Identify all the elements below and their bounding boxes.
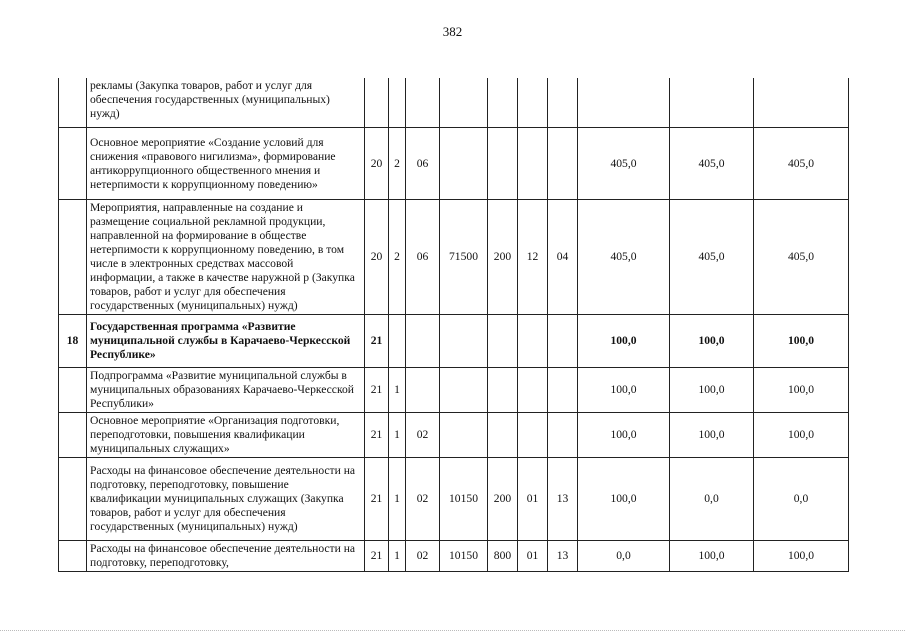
amount-year-3: 405,0 [754, 128, 849, 200]
code-measure [406, 78, 440, 128]
table-row [59, 458, 849, 541]
code-direction [440, 78, 488, 128]
code-expense-type [488, 315, 518, 368]
code-measure: 02 [406, 413, 440, 458]
amount-year-2: 100,0 [670, 541, 754, 572]
code-subsection: 13 [548, 541, 578, 572]
code-section [518, 128, 548, 200]
item-name: Расходы на финансовое обеспечение деятельности на подготовку, переподготовку, [87, 541, 365, 572]
code-section [518, 78, 548, 128]
row-number [59, 78, 87, 128]
amount-year-3: 100,0 [754, 368, 849, 413]
amount-year-3: 100,0 [754, 541, 849, 572]
amount-year-2: 100,0 [670, 315, 754, 368]
code-subprogram [389, 78, 406, 128]
amount-year-1: 100,0 [578, 458, 670, 541]
code-direction [440, 368, 488, 413]
code-expense-type [488, 413, 518, 458]
amount-year-3: 100,0 [754, 315, 849, 368]
code-measure: 02 [406, 458, 440, 541]
code-subsection [548, 315, 578, 368]
row-number [59, 458, 87, 541]
row-number [59, 128, 87, 200]
code-program: 20 [365, 200, 389, 315]
table-row [59, 541, 849, 572]
code-direction [440, 128, 488, 200]
code-subprogram: 2 [389, 200, 406, 315]
amount-year-3: 405,0 [754, 200, 849, 315]
page-edge-divider [0, 630, 905, 632]
code-subsection [548, 78, 578, 128]
code-expense-type: 200 [488, 458, 518, 541]
item-name: Мероприятия, направленные на создание и размещение социальной рекламной продукции, направленной на формирование в обществе нетерпимости к коррупционному поведению, в том числе в электронных средствах массовой информации, а также в качестве наружной р (Закупка товаров, работ и услуг для обеспечения государственных (муниципальных) нужд) [87, 200, 365, 315]
code-measure [406, 315, 440, 368]
code-subsection [548, 128, 578, 200]
table-row [59, 128, 849, 200]
item-name: Основное мероприятие «Создание условий для снижения «правового нигилизма», формирование антикоррупционного общественного мнения и нетерпимости к коррупционному поведению» [87, 128, 365, 200]
code-subsection: 13 [548, 458, 578, 541]
code-subsection [548, 368, 578, 413]
code-expense-type: 800 [488, 541, 518, 572]
code-direction [440, 315, 488, 368]
code-direction: 10150 [440, 541, 488, 572]
code-subprogram: 2 [389, 128, 406, 200]
code-direction: 10150 [440, 458, 488, 541]
amount-year-2: 405,0 [670, 200, 754, 315]
amount-year-3 [754, 78, 849, 128]
code-measure [406, 368, 440, 413]
code-subprogram: 1 [389, 541, 406, 572]
code-section: 12 [518, 200, 548, 315]
table-row [59, 315, 849, 368]
amount-year-2: 100,0 [670, 368, 754, 413]
amount-year-2: 100,0 [670, 413, 754, 458]
table-row [59, 368, 849, 413]
code-subprogram: 1 [389, 413, 406, 458]
amount-year-1 [578, 78, 670, 128]
amount-year-1: 405,0 [578, 200, 670, 315]
code-section: 01 [518, 541, 548, 572]
code-program: 21 [365, 541, 389, 572]
amount-year-2 [670, 78, 754, 128]
code-section [518, 368, 548, 413]
code-measure: 06 [406, 200, 440, 315]
amount-year-1: 100,0 [578, 413, 670, 458]
amount-year-2: 0,0 [670, 458, 754, 541]
code-measure: 06 [406, 128, 440, 200]
code-subprogram [389, 315, 406, 368]
amount-year-2: 405,0 [670, 128, 754, 200]
row-number [59, 413, 87, 458]
code-section: 01 [518, 458, 548, 541]
code-subprogram: 1 [389, 368, 406, 413]
item-name: Государственная программа «Развитие муниципальной службы в Карачаево-Черкесской Республике» [87, 315, 365, 368]
item-name: Основное мероприятие «Организация подготовки, переподготовки, повышения квалификации муниципальных служащих» [87, 413, 365, 458]
code-program [365, 78, 389, 128]
row-number [59, 541, 87, 572]
code-program: 21 [365, 413, 389, 458]
code-subprogram: 1 [389, 458, 406, 541]
code-expense-type: 200 [488, 200, 518, 315]
amount-year-1: 0,0 [578, 541, 670, 572]
item-name: Расходы на финансовое обеспечение деятельности на подготовку, переподготовку, повышение квалификации муниципальных служащих (Закупка товаров, работ и услуг для обеспечения государственных (муниципальных) нужд) [87, 458, 365, 541]
code-subsection: 04 [548, 200, 578, 315]
code-direction [440, 413, 488, 458]
table-row [59, 78, 849, 128]
amount-year-3: 0,0 [754, 458, 849, 541]
code-direction: 71500 [440, 200, 488, 315]
row-number: 18 [59, 315, 87, 368]
code-section [518, 413, 548, 458]
item-name: Подпрограмма «Развитие муниципальной службы в муниципальных образованиях Карачаево-Черкесской Республики» [87, 368, 365, 413]
row-number [59, 200, 87, 315]
code-program: 21 [365, 315, 389, 368]
code-expense-type [488, 78, 518, 128]
item-name: рекламы (Закупка товаров, работ и услуг для обеспечения государственных (муниципальных) нужд) [87, 78, 365, 128]
amount-year-3: 100,0 [754, 413, 849, 458]
amount-year-1: 405,0 [578, 128, 670, 200]
code-expense-type [488, 368, 518, 413]
code-program: 21 [365, 458, 389, 541]
amount-year-1: 100,0 [578, 368, 670, 413]
code-expense-type [488, 128, 518, 200]
table-row [59, 200, 849, 315]
amount-year-1: 100,0 [578, 315, 670, 368]
code-program: 20 [365, 128, 389, 200]
row-number [59, 368, 87, 413]
code-subsection [548, 413, 578, 458]
page-number: 382 [442, 24, 463, 39]
code-measure: 02 [406, 541, 440, 572]
table-row [59, 413, 849, 458]
code-program: 21 [365, 368, 389, 413]
budget-table [58, 78, 849, 572]
code-section [518, 315, 548, 368]
